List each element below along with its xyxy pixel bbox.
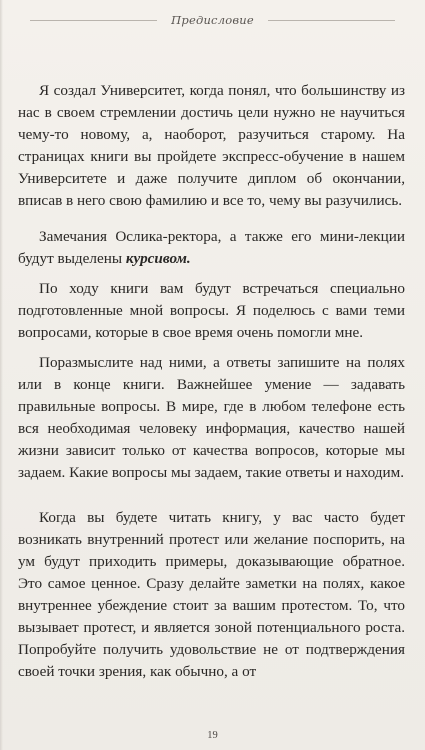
paragraph-1: Я создал Университет, когда понял, что большинству из нас в своем стремлении достичь цели нужно не научиться чему-то новому, а, наоборот, разучиться старому. На страницах книги вы пройдете экспресс-обучение в нашем Университете и даже получите диплом об окончании, вписав в него свою фамилию и все то, чему вы разучились. [18, 82, 405, 209]
page-number: 19 [207, 730, 218, 741]
paragraph-2-text: Замечания Ослика-ректора, а также его мини-лекции будут выделены [18, 228, 405, 268]
header-rule-right [268, 20, 395, 21]
running-head-title: Предисловие [171, 13, 254, 27]
paragraph-5: Когда вы будете читать книгу, у вас часто будет возникать внутренний протест или желание поспорить, на ум будут приходить примеры, доказывающие обратное. Это самое ценное. Сразу делайте заметки на полях, какое внутреннее убеждение стоит за вашим протестом. То, что вызывает протест, и является зоной потенциального роста. Попробуйте получить удовольствие не от подтверждения своей точки зрения, как обычно, а от [18, 509, 405, 680]
header-rule-left [30, 20, 157, 21]
running-head [0, 13, 425, 27]
page-gutter-shadow [0, 0, 3, 750]
body-text [18, 80, 405, 683]
paragraph-4: Поразмыслите над ними, а ответы запишите на полях или в конце книги. Важнейшее умение — задавать правильные вопросы. В мире, где в любом телефоне есть вся необходимая человеку информация, качество нашей жизни зависит только от качества вопросов, которые мы задаем. Какие вопросы мы задаем, такие ответы и находим. [18, 353, 405, 481]
paragraph-2 [18, 226, 405, 270]
italic-emphasis: курсивом. [125, 250, 191, 268]
paragraph-3: По ходу книги вам будут встречаться специально подготовленные мной вопросы. Я поделюсь с вами теми вопросами, которые в свое время очень помогли мне. [18, 280, 405, 342]
